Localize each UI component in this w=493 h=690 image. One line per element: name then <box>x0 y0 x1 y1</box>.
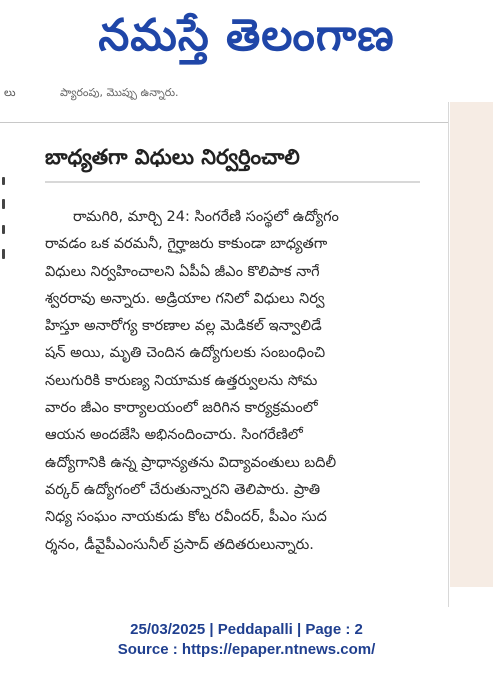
masthead <box>0 0 493 82</box>
fragment-left: లు <box>4 86 16 99</box>
adjacent-column-band <box>450 102 493 587</box>
article-line: రావడం ఒక వరమనీ, గైర్హాజరు కాకుండా బాధ్యతగా <box>45 236 328 253</box>
headline-underline <box>45 181 420 183</box>
source-link[interactable]: Source : https://epaper.ntnews.com/ <box>117 641 376 658</box>
article-line: ఉద్యోగానికి ఉన్న ప్రాధాన్యతను విద్యావంతులు బదిలీ <box>45 454 337 471</box>
newspaper-logo-title: నమస్తే తెలంగాణ <box>98 10 395 61</box>
article-line: నలుగురికి కారుణ్య నియామక ఉత్తర్వులను సోమ <box>45 372 318 389</box>
article-headline: బాధ్యతగా విధులు నిర్వర్తించాలి <box>45 145 300 169</box>
article-line: ర్శనం, డీవైపీఎంసునీల్ ప్రసాద్ తదితరులున్నారు. <box>45 536 314 553</box>
adjacent-column-marks <box>0 177 12 267</box>
clipping-footer <box>0 620 493 660</box>
article-line: వర్కర్ ఉద్యోగంలో చేరుతున్నారని తెలిపారు. ప్రాతి <box>45 481 321 498</box>
column-divider <box>448 102 449 607</box>
date-edition-page: 25/03/2025 | Peddapalli | Page : 2 <box>130 621 363 638</box>
fragment-cut-text: ప్యారంపు, మొప్పు ఉన్నారు. <box>60 86 179 99</box>
article-line: శ్వరరావు అన్నారు. అడ్రియాల గనిలో విధులు నిర్వ <box>45 290 325 307</box>
divider-rule <box>0 122 448 123</box>
previous-article-fragment <box>0 82 448 102</box>
article-line: విధులు నిర్వహించాలని ఏపీఏ జీఎం కొలిపాక నాగే <box>45 263 320 280</box>
article-body <box>45 204 440 559</box>
article-line: నిధ్య సంఘం నాయకుడు కోట రవీందర్, పీఎం సుద <box>45 509 327 526</box>
article-line: షన్ అయి, మృతి చెందిన ఉద్యోగులకు సంబంధించి <box>45 345 326 362</box>
article-line: హిస్తూ అనారోగ్య కారణాల వల్ల మెడికల్ ఇన్వాలిడే <box>45 318 322 335</box>
article-line: వారం జీఎం కార్యాలయంలో జరిగిన కార్యక్రమంలో <box>45 400 318 417</box>
news-clipping <box>0 82 493 607</box>
article-line: ఆయన అందజేసి అభినందించారు. సింగరేణిలో <box>45 427 303 444</box>
article-line: రామగిరి, మార్చి 24: సింగరేణి సంస్థలో ఉద్యోగం <box>73 209 339 225</box>
